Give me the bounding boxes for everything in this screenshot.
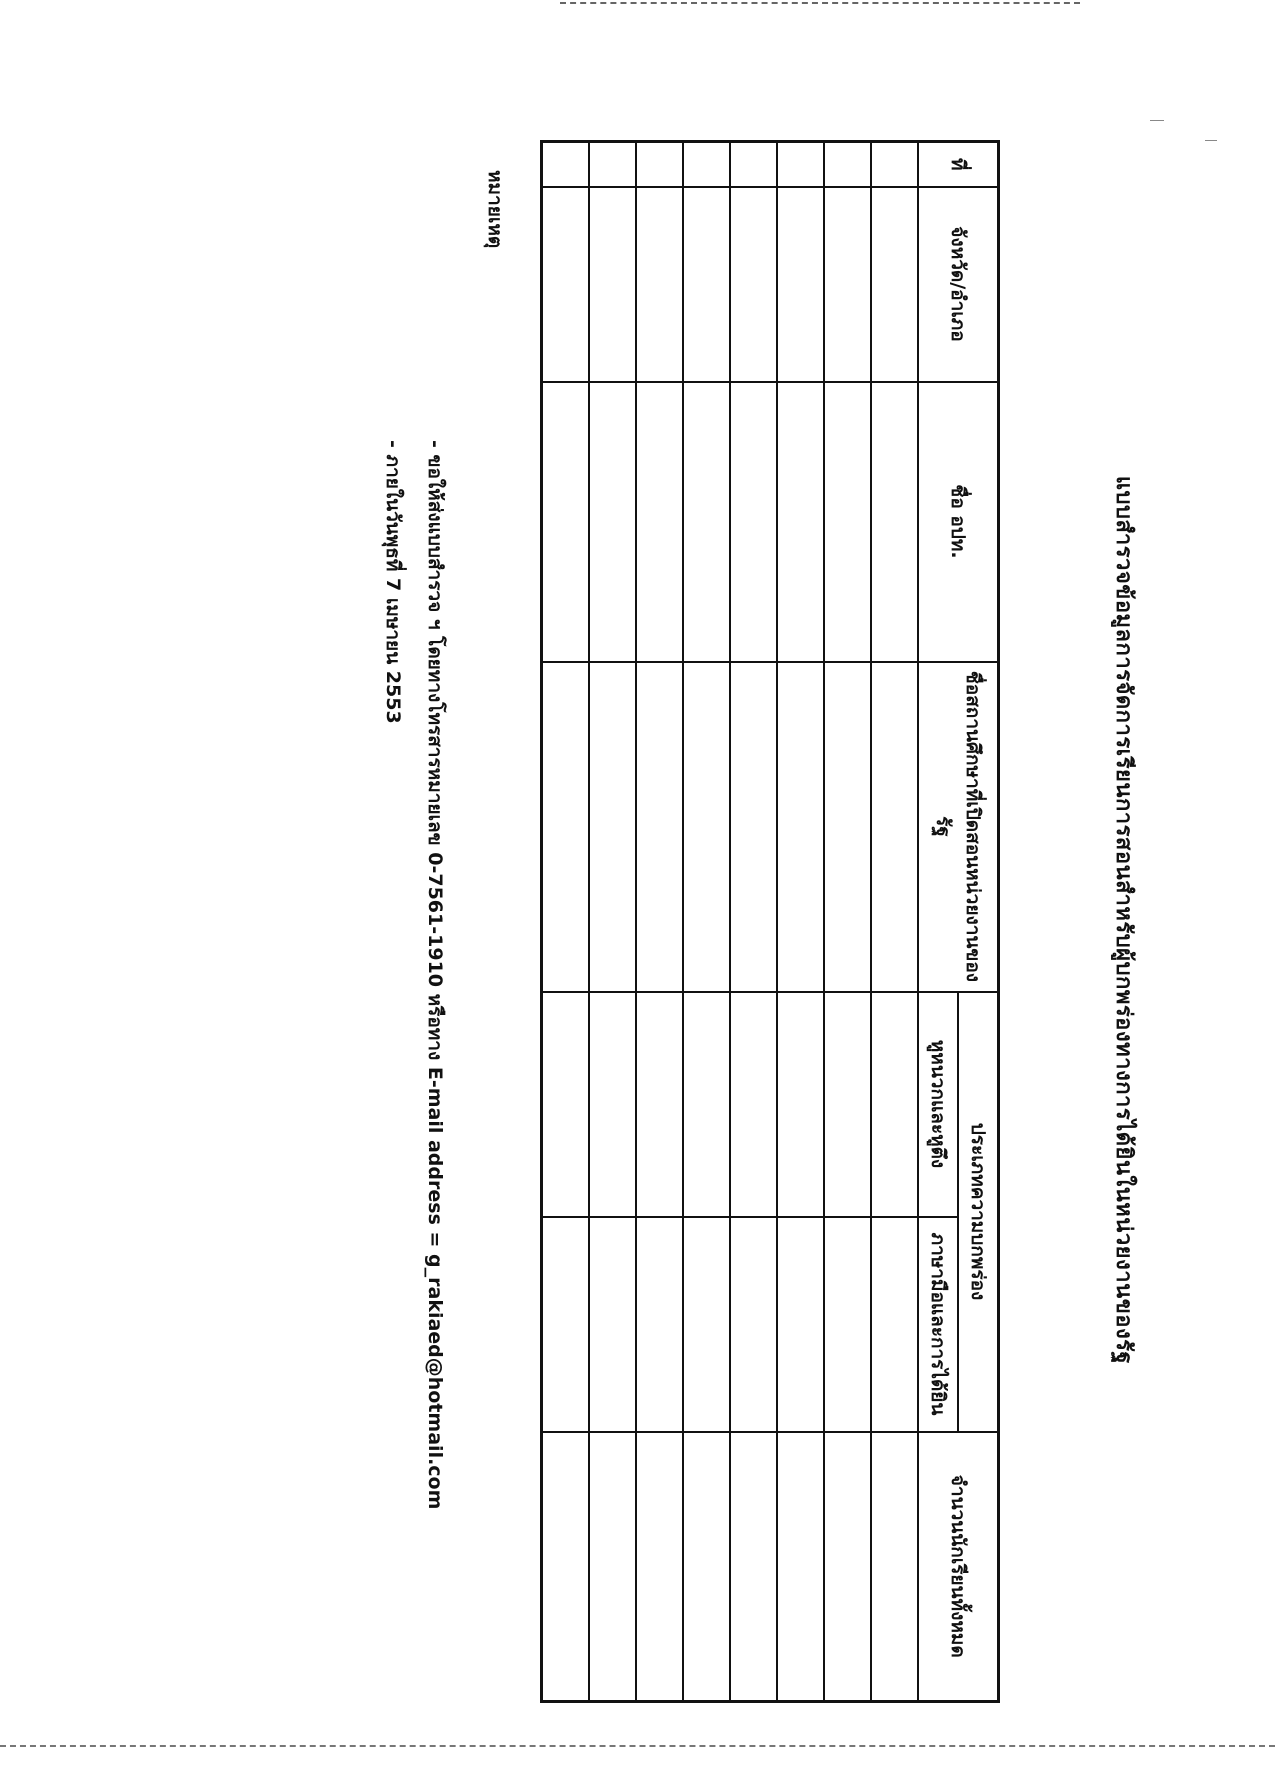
table-cell <box>871 992 918 1217</box>
table-cell <box>824 662 871 992</box>
table-cell <box>683 992 730 1217</box>
header-deaf-hard: หูหนวกและหูตึง <box>918 992 958 1217</box>
header-province: จังหวัด/อำเภอ <box>918 187 999 382</box>
table-cell <box>730 662 777 992</box>
table-cell <box>871 382 918 662</box>
table-cell <box>542 187 590 382</box>
table-cell <box>871 662 918 992</box>
table-row <box>683 142 730 1702</box>
header-students: จำนวนนักเรียนทั้งหมด <box>918 1432 999 1702</box>
rotated-form-sheet <box>360 140 1150 1700</box>
table-cell <box>542 992 590 1217</box>
table-cell <box>824 1432 871 1702</box>
table-cell <box>542 1432 590 1702</box>
table-cell <box>824 187 871 382</box>
table-cell <box>824 1217 871 1432</box>
table-row <box>871 142 918 1702</box>
table-cell <box>730 187 777 382</box>
table-row <box>589 142 636 1702</box>
table-cell <box>824 382 871 662</box>
table-cell <box>589 992 636 1217</box>
table-cell <box>683 1217 730 1432</box>
table-cell <box>636 142 683 187</box>
top-dashed-edge <box>560 2 1080 4</box>
header-school: ชื่อสถานศึกษาที่เปิดสอนหน่วยงานของรัฐ <box>918 662 999 992</box>
form-title: แบบสำรวจข้อมูลการจัดการเรียนการสอนสำหรับผู้บกพร่องทางการได้ยินในหน่วยงานของรัฐ <box>1111 475 1136 1365</box>
header-deaf-hearing: ภาษามือและการได้ยิน <box>918 1217 958 1432</box>
table-cell <box>636 1432 683 1702</box>
table-cell <box>777 382 824 662</box>
table-cell <box>542 142 590 187</box>
scan-mark <box>1205 140 1217 141</box>
table-cell <box>730 992 777 1217</box>
table-cell <box>683 662 730 992</box>
header-agency: ชื่อ อปท. <box>918 382 999 662</box>
table-cell <box>730 382 777 662</box>
table-row <box>730 142 777 1702</box>
table-cell <box>777 1432 824 1702</box>
table-cell <box>589 187 636 382</box>
table-cell <box>542 382 590 662</box>
table-cell <box>730 142 777 187</box>
table-body <box>542 142 919 1702</box>
header-no: ที่ <box>918 142 999 187</box>
notes-section <box>366 170 510 1570</box>
table-cell <box>730 1432 777 1702</box>
notes-label: หมายเหตุ <box>484 170 506 249</box>
table-cell <box>777 187 824 382</box>
table-cell <box>589 142 636 187</box>
table-cell <box>589 1217 636 1432</box>
table-cell <box>589 1432 636 1702</box>
table-cell <box>636 187 683 382</box>
table-cell <box>683 382 730 662</box>
table-cell <box>777 142 824 187</box>
table-cell <box>683 142 730 187</box>
note-line-submission: - ขอให้ส่งแบบสำรวจ ฯ โดยทางโทรสารหมายเลข 0-7561-1910 หรือทาง E-mail address = g_rakiaed@hotmail.com <box>424 440 446 1510</box>
table-cell <box>824 142 871 187</box>
table-cell <box>636 1217 683 1432</box>
header-disability-type: ประเภทความบกพร่อง <box>958 992 999 1432</box>
table-cell <box>871 1217 918 1432</box>
table-cell <box>542 1217 590 1432</box>
table-cell <box>542 662 590 992</box>
table-cell <box>730 1217 777 1432</box>
scan-mark <box>1150 120 1164 121</box>
table-row <box>636 142 683 1702</box>
table-cell <box>636 382 683 662</box>
table-cell <box>636 662 683 992</box>
table-cell <box>589 382 636 662</box>
table-cell <box>824 992 871 1217</box>
table-cell <box>871 187 918 382</box>
table-cell <box>777 662 824 992</box>
table-cell <box>777 1217 824 1432</box>
table-cell <box>589 662 636 992</box>
table-cell <box>683 187 730 382</box>
table-cell <box>636 992 683 1217</box>
table-row <box>542 142 590 1702</box>
table-row <box>777 142 824 1702</box>
table-cell <box>683 1432 730 1702</box>
table-cell <box>871 1432 918 1702</box>
table-cell <box>777 992 824 1217</box>
table-row <box>824 142 871 1702</box>
survey-table <box>540 140 1000 1703</box>
table-cell <box>871 142 918 187</box>
note-line-deadline: - ภายในวันพุธที่ 7 เมษายน 2553 <box>382 440 404 724</box>
bottom-dashed-edge <box>0 1745 1275 1747</box>
